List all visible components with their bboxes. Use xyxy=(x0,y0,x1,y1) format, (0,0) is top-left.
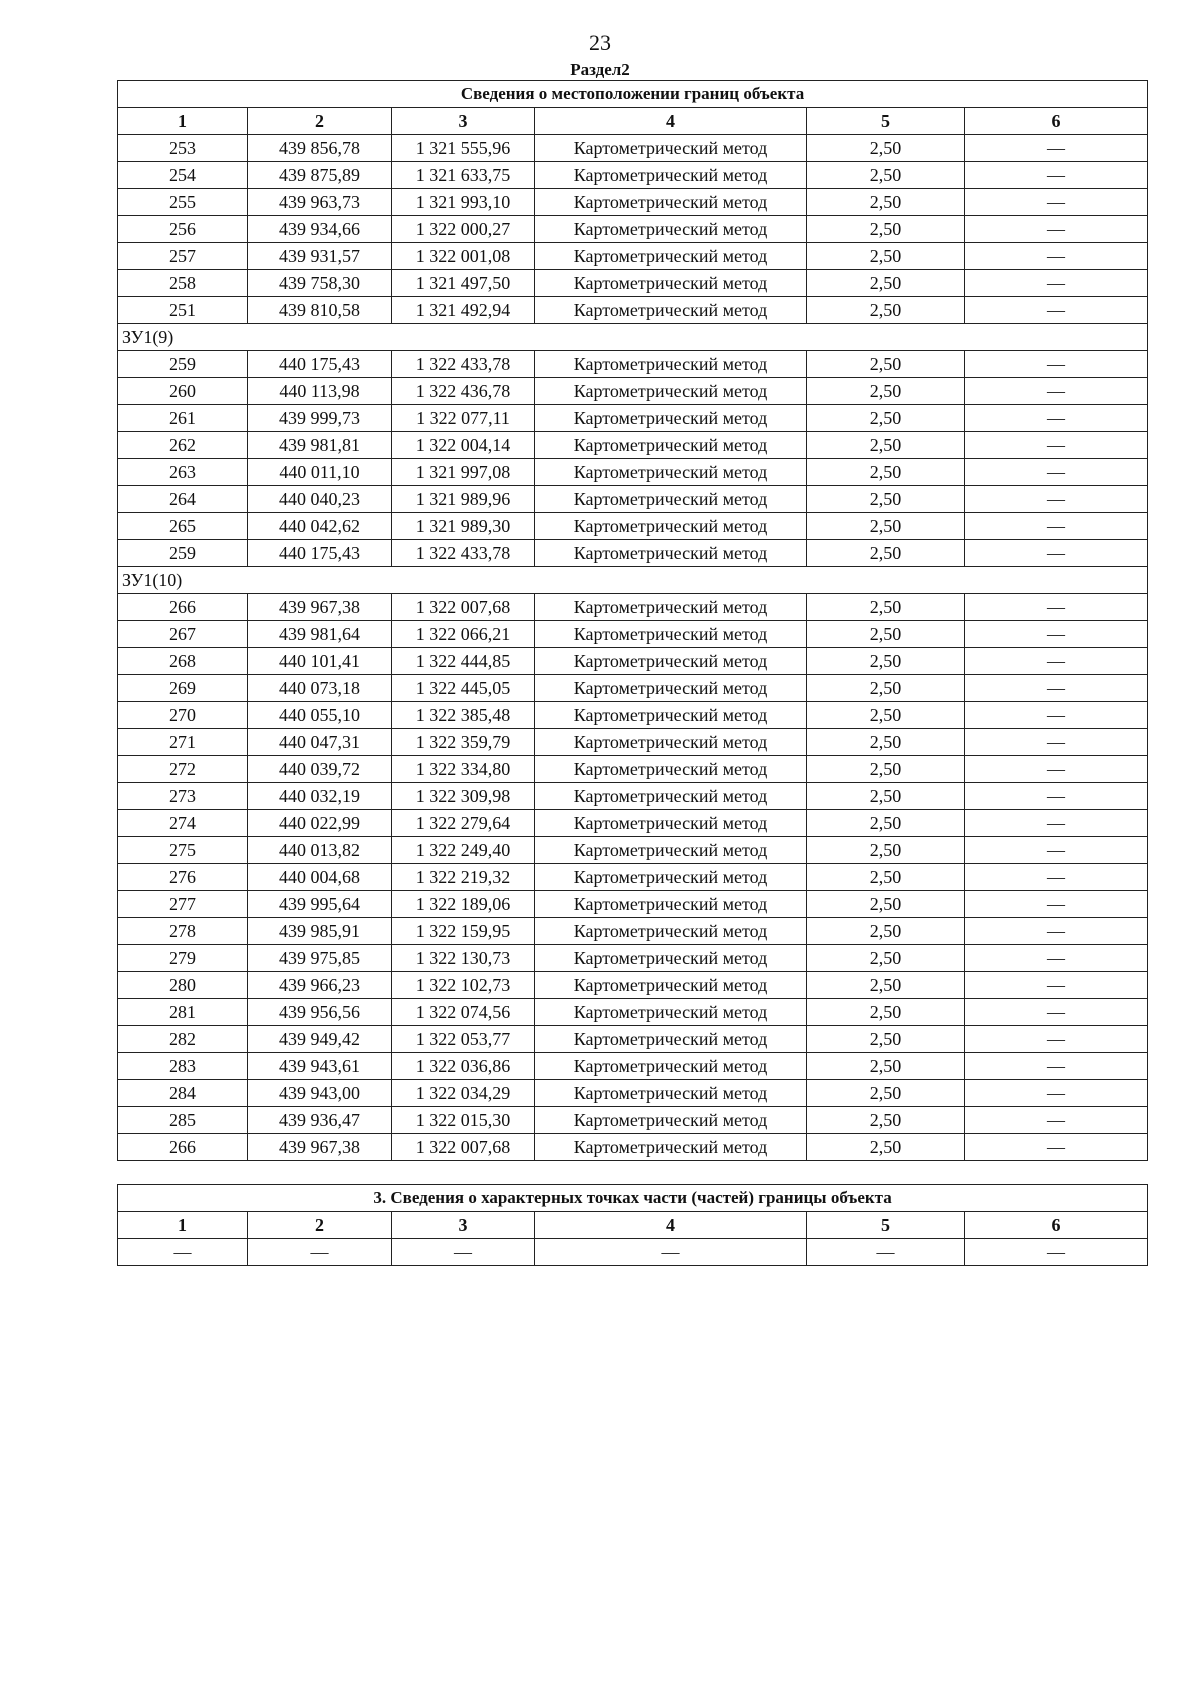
table-row xyxy=(118,1026,1148,1053)
column-header: 6 xyxy=(965,108,1148,135)
table-cell: Картометрический метод xyxy=(535,162,807,189)
table-row xyxy=(118,459,1148,486)
table-cell: 1 321 989,30 xyxy=(392,513,535,540)
table-cell: 2,50 xyxy=(807,405,965,432)
table-cell: Картометрический метод xyxy=(535,270,807,297)
table-cell: Картометрический метод xyxy=(535,459,807,486)
table-cell: Картометрический метод xyxy=(535,594,807,621)
table-cell: 440 175,43 xyxy=(248,540,392,567)
table-cell: 440 032,19 xyxy=(248,783,392,810)
table-cell: 269 xyxy=(118,675,248,702)
table-cell: Картометрический метод xyxy=(535,918,807,945)
table-cell: 440 039,72 xyxy=(248,756,392,783)
table-cell: 282 xyxy=(118,1026,248,1053)
table-cell: — xyxy=(965,810,1148,837)
table-cell: — xyxy=(965,621,1148,648)
table-cell: 440 055,10 xyxy=(248,702,392,729)
table-cell: 439 856,78 xyxy=(248,135,392,162)
table-cell: 1 322 159,95 xyxy=(392,918,535,945)
table-cell: 1 322 034,29 xyxy=(392,1080,535,1107)
table-cell: 260 xyxy=(118,378,248,405)
column-header-row xyxy=(118,1212,1148,1239)
table-cell: 1 321 989,96 xyxy=(392,486,535,513)
table-cell: 1 322 385,48 xyxy=(392,702,535,729)
column-header: 1 xyxy=(118,1212,248,1239)
column-header: 2 xyxy=(248,1212,392,1239)
table-cell: 2,50 xyxy=(807,1134,965,1161)
table-cell: 278 xyxy=(118,918,248,945)
table-cell: — xyxy=(965,378,1148,405)
table-row xyxy=(118,162,1148,189)
table-cell: 277 xyxy=(118,891,248,918)
table-cell: 2,50 xyxy=(807,540,965,567)
table-row xyxy=(118,891,1148,918)
table-cell: 440 113,98 xyxy=(248,378,392,405)
table-cell: 1 322 189,06 xyxy=(392,891,535,918)
column-header: 4 xyxy=(535,1212,807,1239)
table-cell: 2,50 xyxy=(807,1080,965,1107)
table-cell: 1 322 436,78 xyxy=(392,378,535,405)
table-caption: 3. Сведения о характерных точках части (частей) границы объекта xyxy=(118,1185,1148,1212)
table-cell: 2,50 xyxy=(807,135,965,162)
table-cell: 266 xyxy=(118,1134,248,1161)
table-cell: 261 xyxy=(118,405,248,432)
table-cell: 1 322 359,79 xyxy=(392,729,535,756)
table-cell: 1 322 036,86 xyxy=(392,1053,535,1080)
table-cell: — xyxy=(965,297,1148,324)
table-cell: 2,50 xyxy=(807,432,965,459)
table-cell: 2,50 xyxy=(807,297,965,324)
column-header: 2 xyxy=(248,108,392,135)
table-cell: — xyxy=(965,999,1148,1026)
table-cell: 439 995,64 xyxy=(248,891,392,918)
table-cell: 1 321 555,96 xyxy=(392,135,535,162)
subpart-points-table xyxy=(117,1184,1148,1266)
table-cell: 268 xyxy=(118,648,248,675)
table-cell: 439 967,38 xyxy=(248,1134,392,1161)
group-label: ЗУ1(10) xyxy=(118,567,1148,594)
table-cell: Картометрический метод xyxy=(535,1080,807,1107)
table-row xyxy=(118,1107,1148,1134)
table-cell: — xyxy=(965,864,1148,891)
table-cell: 1 321 997,08 xyxy=(392,459,535,486)
table-cell: 251 xyxy=(118,297,248,324)
table-cell: 253 xyxy=(118,135,248,162)
table-cell: 1 322 433,78 xyxy=(392,351,535,378)
table-cell: — xyxy=(965,405,1148,432)
table-cell: — xyxy=(965,135,1148,162)
table-cell: 2,50 xyxy=(807,945,965,972)
table-cell: Картометрический метод xyxy=(535,891,807,918)
table-cell: 440 042,62 xyxy=(248,513,392,540)
table-cell: Картометрический метод xyxy=(535,864,807,891)
column-header: 3 xyxy=(392,1212,535,1239)
table-cell: 1 322 334,80 xyxy=(392,756,535,783)
table-row xyxy=(118,675,1148,702)
table-row xyxy=(118,378,1148,405)
table-cell: 2,50 xyxy=(807,837,965,864)
table-cell: Картометрический метод xyxy=(535,783,807,810)
table-caption: Сведения о местоположении границ объекта xyxy=(118,81,1148,108)
boundary-table xyxy=(117,80,1148,1161)
table-cell: — xyxy=(965,972,1148,999)
table-cell: 263 xyxy=(118,459,248,486)
table-cell: 1 322 077,11 xyxy=(392,405,535,432)
table-cell: 439 758,30 xyxy=(248,270,392,297)
table-cell: Картометрический метод xyxy=(535,1107,807,1134)
table-cell: — xyxy=(965,243,1148,270)
table-cell: — xyxy=(965,1026,1148,1053)
table-cell: 1 321 497,50 xyxy=(392,270,535,297)
table-cell: Картометрический метод xyxy=(535,945,807,972)
table-cell: Картометрический метод xyxy=(535,405,807,432)
group-label: ЗУ1(9) xyxy=(118,324,1148,351)
table-row xyxy=(118,810,1148,837)
table-cell: 439 981,64 xyxy=(248,621,392,648)
table-cell: 285 xyxy=(118,1107,248,1134)
table-row xyxy=(118,621,1148,648)
table-cell: 276 xyxy=(118,864,248,891)
table-cell: 440 073,18 xyxy=(248,675,392,702)
table-row xyxy=(118,351,1148,378)
table-cell: 2,50 xyxy=(807,459,965,486)
table-cell: 1 322 444,85 xyxy=(392,648,535,675)
table-row xyxy=(118,486,1148,513)
table-cell: 2,50 xyxy=(807,810,965,837)
table-cell: 1 321 492,94 xyxy=(392,297,535,324)
group-row xyxy=(118,567,1148,594)
table-cell: 1 322 000,27 xyxy=(392,216,535,243)
table-row xyxy=(118,783,1148,810)
table-cell: 439 949,42 xyxy=(248,1026,392,1053)
table-cell: 259 xyxy=(118,540,248,567)
table-cell: Картометрический метод xyxy=(535,810,807,837)
table-cell: 440 011,10 xyxy=(248,459,392,486)
table-cell: — xyxy=(965,783,1148,810)
table-cell: — xyxy=(965,1134,1148,1161)
table-row xyxy=(118,513,1148,540)
column-header: 1 xyxy=(118,108,248,135)
table-row xyxy=(118,405,1148,432)
table-cell: — xyxy=(965,648,1148,675)
table-cell: 440 101,41 xyxy=(248,648,392,675)
table-cell: 1 322 007,68 xyxy=(392,594,535,621)
table-cell: 439 934,66 xyxy=(248,216,392,243)
table-cell: 439 966,23 xyxy=(248,972,392,999)
table-row xyxy=(118,243,1148,270)
table-cell: — xyxy=(965,459,1148,486)
column-header: 5 xyxy=(807,108,965,135)
table-cell: 1 321 993,10 xyxy=(392,189,535,216)
table-cell: 2,50 xyxy=(807,189,965,216)
table-cell: — xyxy=(965,594,1148,621)
table-row xyxy=(118,837,1148,864)
table-cell: — xyxy=(965,918,1148,945)
table-cell: 273 xyxy=(118,783,248,810)
table-cell: Картометрический метод xyxy=(535,486,807,513)
table-cell: — xyxy=(965,540,1148,567)
table-cell: Картометрический метод xyxy=(535,648,807,675)
table-cell: 284 xyxy=(118,1080,248,1107)
table-cell: 440 047,31 xyxy=(248,729,392,756)
table-cell: 1 322 102,73 xyxy=(392,972,535,999)
table-cell: — xyxy=(392,1239,535,1266)
table-cell: 2,50 xyxy=(807,243,965,270)
table-cell: — xyxy=(807,1239,965,1266)
table-cell: 2,50 xyxy=(807,351,965,378)
table-cell: 2,50 xyxy=(807,1026,965,1053)
table-cell: 439 943,00 xyxy=(248,1080,392,1107)
table-cell: Картометрический метод xyxy=(535,837,807,864)
table-cell: — xyxy=(965,945,1148,972)
table-cell: 2,50 xyxy=(807,972,965,999)
table-cell: 1 321 633,75 xyxy=(392,162,535,189)
table-cell: 1 322 053,77 xyxy=(392,1026,535,1053)
table-row xyxy=(118,1080,1148,1107)
table-cell: 283 xyxy=(118,1053,248,1080)
table-cell: 440 175,43 xyxy=(248,351,392,378)
table-cell: Картометрический метод xyxy=(535,351,807,378)
table-cell: — xyxy=(248,1239,392,1266)
table-cell: 2,50 xyxy=(807,594,965,621)
table-cell: — xyxy=(965,216,1148,243)
table-row xyxy=(118,540,1148,567)
table-cell: 256 xyxy=(118,216,248,243)
table-cell: Картометрический метод xyxy=(535,972,807,999)
table-cell: 2,50 xyxy=(807,513,965,540)
table-cell: 439 810,58 xyxy=(248,297,392,324)
table-cell: 264 xyxy=(118,486,248,513)
table-cell: 2,50 xyxy=(807,270,965,297)
table-cell: 259 xyxy=(118,351,248,378)
table-row xyxy=(118,135,1148,162)
table-cell: 439 985,91 xyxy=(248,918,392,945)
table-cell: — xyxy=(965,162,1148,189)
table-cell: — xyxy=(965,1080,1148,1107)
table-cell: 2,50 xyxy=(807,216,965,243)
table-cell: — xyxy=(965,837,1148,864)
column-header-row xyxy=(118,108,1148,135)
table-cell: Картометрический метод xyxy=(535,1026,807,1053)
table-cell: Картометрический метод xyxy=(535,999,807,1026)
table-row xyxy=(118,1053,1148,1080)
table-cell: — xyxy=(965,675,1148,702)
table-cell: 2,50 xyxy=(807,729,965,756)
table-row xyxy=(118,756,1148,783)
table-cell: 439 931,57 xyxy=(248,243,392,270)
table-cell: 1 322 433,78 xyxy=(392,540,535,567)
table-cell: 2,50 xyxy=(807,378,965,405)
table-cell: — xyxy=(965,1239,1148,1266)
table-cell: 1 322 130,73 xyxy=(392,945,535,972)
table-cell: 1 322 001,08 xyxy=(392,243,535,270)
table-cell: — xyxy=(965,270,1148,297)
table-cell: 2,50 xyxy=(807,675,965,702)
table-cell: Картометрический метод xyxy=(535,729,807,756)
table-cell: 2,50 xyxy=(807,756,965,783)
table-cell: — xyxy=(965,189,1148,216)
table-cell: 274 xyxy=(118,810,248,837)
column-header: 3 xyxy=(392,108,535,135)
table-row xyxy=(118,999,1148,1026)
table-cell: 2,50 xyxy=(807,162,965,189)
table-cell: — xyxy=(965,513,1148,540)
table-cell: 439 999,73 xyxy=(248,405,392,432)
table-row xyxy=(118,864,1148,891)
table-cell: Картометрический метод xyxy=(535,135,807,162)
table-cell: 440 040,23 xyxy=(248,486,392,513)
table-cell: 1 322 219,32 xyxy=(392,864,535,891)
table-cell: 280 xyxy=(118,972,248,999)
table-cell: Картометрический метод xyxy=(535,756,807,783)
table-cell: 439 936,47 xyxy=(248,1107,392,1134)
table-cell: — xyxy=(965,891,1148,918)
table-cell: 1 322 015,30 xyxy=(392,1107,535,1134)
section-title: Раздел2 xyxy=(570,60,630,79)
table-cell: Картометрический метод xyxy=(535,432,807,459)
column-header: 4 xyxy=(535,108,807,135)
table-cell: Картометрический метод xyxy=(535,243,807,270)
table-cell: 2,50 xyxy=(807,783,965,810)
table-cell: Картометрический метод xyxy=(535,540,807,567)
table-caption-row xyxy=(118,1185,1148,1212)
table-cell: 439 956,56 xyxy=(248,999,392,1026)
table-caption-row xyxy=(118,81,1148,108)
table-cell: 271 xyxy=(118,729,248,756)
table-row xyxy=(118,648,1148,675)
table-row xyxy=(118,270,1148,297)
table-cell: 275 xyxy=(118,837,248,864)
table-row xyxy=(118,945,1148,972)
table-cell: Картометрический метод xyxy=(535,1053,807,1080)
table-cell: 262 xyxy=(118,432,248,459)
table-cell: 1 322 309,98 xyxy=(392,783,535,810)
table-cell: 272 xyxy=(118,756,248,783)
table-row xyxy=(118,1134,1148,1161)
table-cell: 2,50 xyxy=(807,1107,965,1134)
table-cell: 2,50 xyxy=(807,621,965,648)
table-cell: 279 xyxy=(118,945,248,972)
table-row xyxy=(118,189,1148,216)
table-cell: 1 322 074,56 xyxy=(392,999,535,1026)
table-cell: 2,50 xyxy=(807,486,965,513)
table-cell: 2,50 xyxy=(807,864,965,891)
table-cell: Картометрический метод xyxy=(535,297,807,324)
table-cell: — xyxy=(535,1239,807,1266)
table-cell: 265 xyxy=(118,513,248,540)
table-cell: Картометрический метод xyxy=(535,675,807,702)
table-cell: 1 322 249,40 xyxy=(392,837,535,864)
table-cell: 440 013,82 xyxy=(248,837,392,864)
table-cell: 439 875,89 xyxy=(248,162,392,189)
group-row xyxy=(118,324,1148,351)
table-cell: 2,50 xyxy=(807,702,965,729)
table-row xyxy=(118,972,1148,999)
table-cell: 258 xyxy=(118,270,248,297)
table-cell: Картометрический метод xyxy=(535,1134,807,1161)
table-cell: — xyxy=(965,432,1148,459)
table-cell: — xyxy=(965,729,1148,756)
table-cell: 1 322 066,21 xyxy=(392,621,535,648)
table-cell: 2,50 xyxy=(807,648,965,675)
table-cell: 439 943,61 xyxy=(248,1053,392,1080)
table-cell: 1 322 445,05 xyxy=(392,675,535,702)
table-cell: Картометрический метод xyxy=(535,621,807,648)
table-cell: 267 xyxy=(118,621,248,648)
table-cell: 440 004,68 xyxy=(248,864,392,891)
table-cell: 1 322 007,68 xyxy=(392,1134,535,1161)
table-cell: — xyxy=(965,486,1148,513)
table-cell: — xyxy=(965,351,1148,378)
table-cell: 439 963,73 xyxy=(248,189,392,216)
table-row xyxy=(118,297,1148,324)
table-cell: 266 xyxy=(118,594,248,621)
column-header: 5 xyxy=(807,1212,965,1239)
table-cell: 255 xyxy=(118,189,248,216)
table-row xyxy=(118,729,1148,756)
column-header: 6 xyxy=(965,1212,1148,1239)
table-cell: 257 xyxy=(118,243,248,270)
table-cell: — xyxy=(965,1107,1148,1134)
table-cell: — xyxy=(965,1053,1148,1080)
table-cell: 2,50 xyxy=(807,999,965,1026)
table-cell: Картометрический метод xyxy=(535,702,807,729)
table-row xyxy=(118,432,1148,459)
table-cell: 2,50 xyxy=(807,891,965,918)
table-cell: 440 022,99 xyxy=(248,810,392,837)
table-cell: 1 322 004,14 xyxy=(392,432,535,459)
table-cell: 439 975,85 xyxy=(248,945,392,972)
table-cell: Картометрический метод xyxy=(535,378,807,405)
table-row xyxy=(118,918,1148,945)
table-cell: 281 xyxy=(118,999,248,1026)
table-row xyxy=(118,216,1148,243)
page-number: 23 xyxy=(589,30,611,55)
table-cell: — xyxy=(965,756,1148,783)
table-cell: 439 967,38 xyxy=(248,594,392,621)
table-cell: 2,50 xyxy=(807,1053,965,1080)
table-row xyxy=(118,702,1148,729)
table-cell: 254 xyxy=(118,162,248,189)
table-cell: 270 xyxy=(118,702,248,729)
table-cell: Картометрический метод xyxy=(535,513,807,540)
table-row xyxy=(118,1239,1148,1266)
table-row xyxy=(118,594,1148,621)
table-cell: 439 981,81 xyxy=(248,432,392,459)
table-cell: Картометрический метод xyxy=(535,189,807,216)
table-cell: — xyxy=(118,1239,248,1266)
table-cell: 1 322 279,64 xyxy=(392,810,535,837)
table-cell: — xyxy=(965,702,1148,729)
table-cell: Картометрический метод xyxy=(535,216,807,243)
table-cell: 2,50 xyxy=(807,918,965,945)
